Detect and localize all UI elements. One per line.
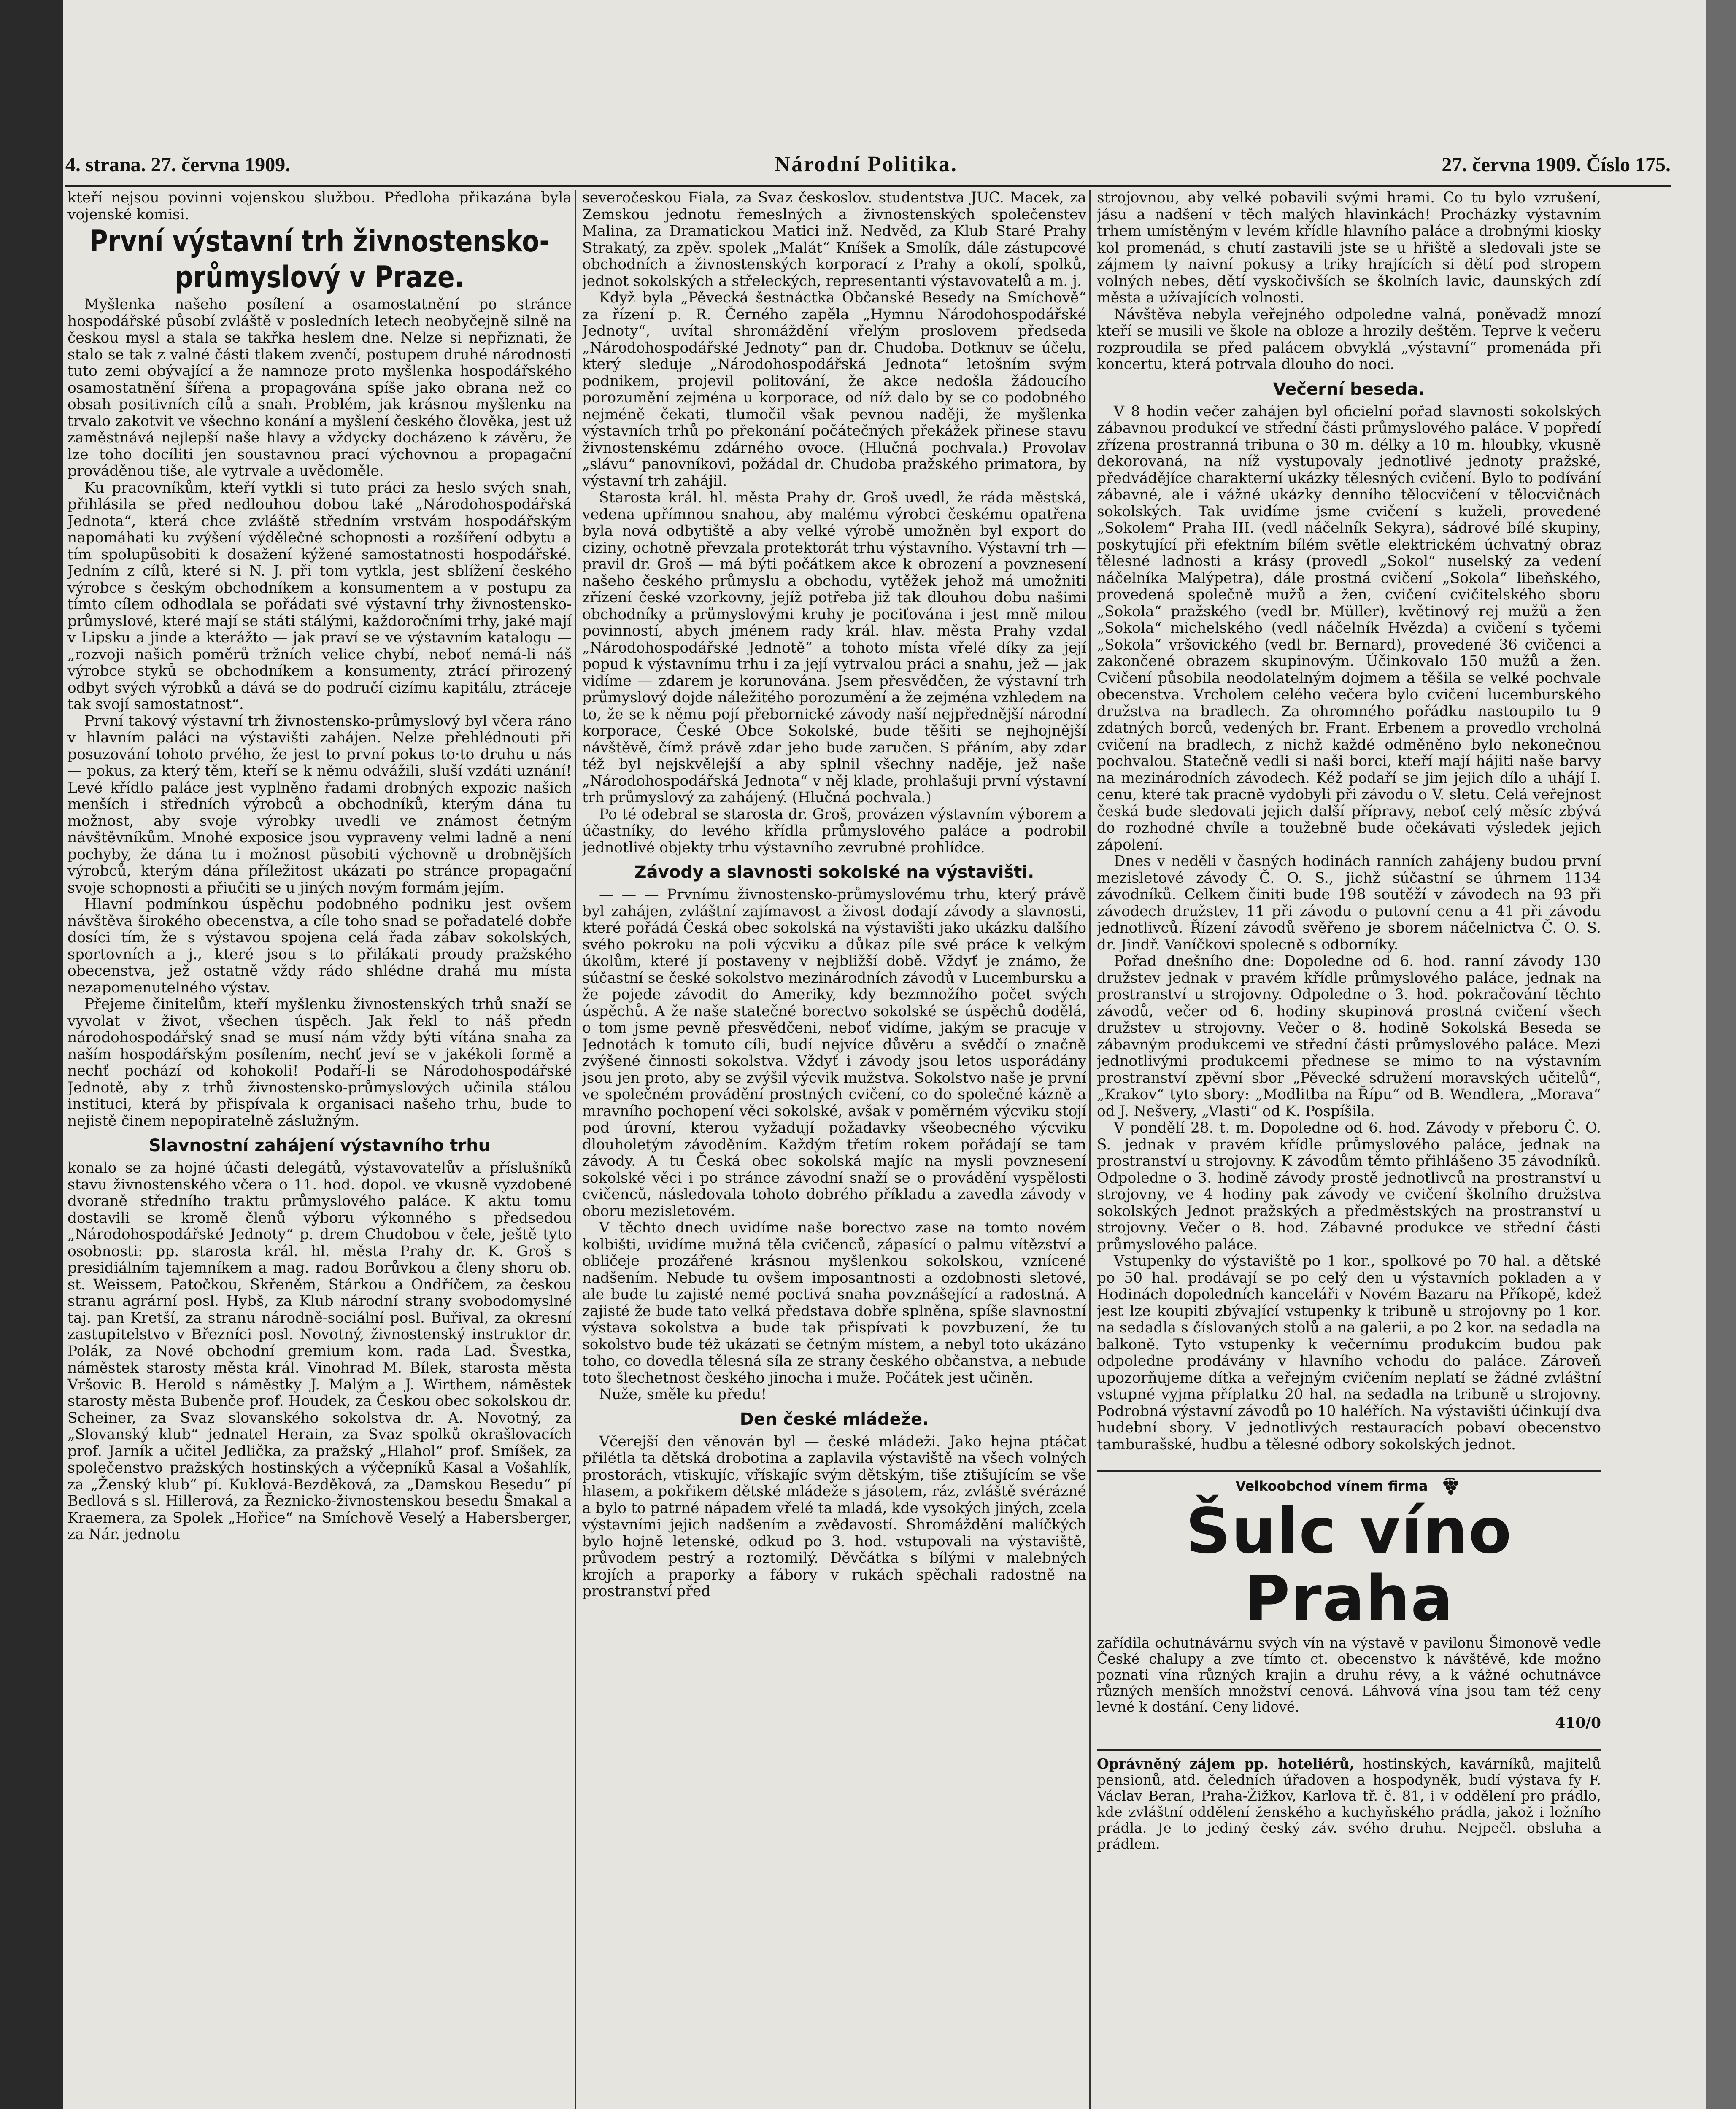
linen-advertisement (1097, 1749, 1601, 1852)
ad-firm-line (1097, 1477, 1601, 1496)
paragraph: Myšlenka našeho posílení a osamostatnění po stránce hospodářské působí zvláště v posledních letech neobyčejně silně na českou mysl a stala se takřka heslem dne. Nelze si nepřiznati, že stalo se tak z valné části tlakem zvenčí, postupem druhé národnosti tuto zemi obývající a že namnoze proto myšlenka hospodářského osamostatnění šířena a propagována spíše jako obrana než co obsah positivních cílů a snah. Problém, jak krásnou myšlenku na trvalo zakotvit ve všechno konání a myšlení českého člověka, jest už zaměstnává nejlepší naše hlavy a vždycky docházeno k závěru, že lze toho docíliti jen soustavnou prací výchovnou a propagační prováděnou tiše, ale vytrvale a uvědoměle. (67, 296, 572, 480)
paragraph: strojovnou, aby velké pobavili svými hrami. Co tu bylo vzrušení, jásu a nadšení v těch malých hlavinkách! Procházky výstavním trhem umístěným v levém křídle hlavního paláce a drobnými kiosky kol promenád, s chutí zastavili jste se u hřiště a sledovali jste se zájmem ty naivní pokusy a triky hrajících si dětí pod stropem volných nebes, dětí vyskočivších se školních lavic, daunských zdí města a užívajících volnosti. (1097, 190, 1601, 306)
article-fragment: kteří nejsou povinni vojenskou službou. Předloha přikazána byla vojenské komisi. (67, 190, 572, 223)
paragraph: V 8 hodin večer zahájen byl oficielní pořad slavnosti sokolských zábavnou produkcí ve střední části průmyslového paláce. V popředí zřízena prostranná tribuna o 30 m. délky a 10 m. hloubky, vkusně dekorovaná, na níž vystupovaly jednotlivé jednoty pražské, předvádějíce charakterní ukázky tělesných cvičení. Bylo to podívání zábavné, ale i vážné ukázky denního tělocvičení v tělocvičnách sokolských. Tak uvidíme jsme cvičení s kuželi, provedené „Sokolem“ Praha III. (vedl náčelník Sekyra), sádrové bílé skupiny, poskytující při efektním bílém světle elektrickém úchvatný obraz tělesné ladnosti a krásy (provedl „Sokol“ nuselský za vedení náčelníka Malýpetra), dále prostná cvičení „Sokola“ libeňského, provedená společně mužů a žen, cvičení cvičitelského sboru „Sokola“ pražského (vedl br. Müller), květinový rej mužů a žen „Sokola“ michelského (vedl náčelník Hvězda) a cvičení s tyčemi „Sokola“ vršovického (vedl br. Bernard), provedené 36 cvičenci a zakončené obrazem skupinovým. Účinkovalo 150 mužů a žen. Cvičení působila neodolatelným dojmem a těšila se velké pochvale obecenstva. Vrcholem celého večera bylo cvičení lucemburského družstva na bradlech. Za ohromného pořádku nastoupilo tu 9 zdatných borců, vedených br. Frant. Erbenem a provedlo vrcholná cvičení na bradlech, z nichž každé odměněno bylo nekonečnou pochvalou. Statečně vedli si naši borci, kteří mají hájiti naše barvy na mezinárodních závodech. Kéž podaří se jim jejich dílo a uhájí I. cenu, které tak pracně vydobyli při závodu o V. sletu. Celá veřejnost česká bude sledovati jejich další přípravy, neboť celý měsíc zbývá do rozhodné chvíle a toužebně bude očekávati výsledek jejich zápolení. (1097, 403, 1601, 853)
article-headline: První výstavní trh živnostensko-průmyslový v Praze. (89, 224, 550, 295)
header-rule (65, 185, 1671, 187)
page-header (65, 152, 1671, 181)
section-subheading: Závody a slavnosti sokolské na výstavišti. (634, 863, 1034, 882)
section-subheading: Večerní beseda. (1273, 379, 1425, 399)
section-subheading: Den české mládeže. (740, 1409, 929, 1429)
paragraph: V pondělí 28. t. m. Dopoledne od 6. hod. Závody v přeboru Č. O. S. jednak v pravém křídle průmyslového paláce, jednak na prostranství u strojovny. K závodům těmto přihlášeno 35 závodníků. Odpoledne o 3. hodině závody prostě jednotlivců na prostranství u strojovny, ve 4 hodiny pak závody ve cvičení školního družstva sokolských Jednot pražských a předměstských na prostranství u strojovny. Večer o 8. hod. Zábavné produkce ve střední části průmyslového paláce. (1097, 1119, 1601, 1253)
paragraph: První takový výstavní trh živnostensko-průmyslový byl včera ráno v hlavním paláci na výstavišti zahájen. Nelze přehlédnouti při posuzování tohoto prvého, že jest to první pokus to·to druhu u nás — pokus, za který těm, kteří se k němu odvážili, sluší vzdáti uznání! Levé křídlo paláce jest vyplněno řadami drobných expozic našich menších i středních výrobců a obchodníků, kterým dána tu možnost, aby svoje výrobky uvedli ve známost četným návštěvníkům. Mnohé exposice jsou vypraveny velmi ladně a není pochyby, že dána tu i možnost působiti výchovně u drobnějších výrobců, kterým dána příležitost ukázati po stránce propagační svoje schopnosti a přiučiti se u jiných novým formám jejím. (67, 712, 572, 896)
header-right: 27. června 1909. Číslo 175. (1442, 154, 1671, 176)
ad2-lead: Oprávněný zájem pp. hoteliérů, (1097, 1755, 1355, 1772)
paragraph: severočeskou Fiala, za Svaz českoslov. studentstva JUC. Macek, za Zemskou jednotu řemeslných a živnostenských společenstev Malina, za Dramatickou Matici inž. Nedvěd, za Klub Staré Prahy Strakatý, za zpěv. spolek „Malát“ Kníšek a Smolík, dále zástupcové obchodních a živnostenských korporací z Prahy a okolí, spolků, jednot sokolských a střeleckých, representanti výstavovatelů a m. j. (582, 190, 1086, 290)
paragraph: Ku pracovníkům, kteří vytkli si tuto práci za heslo svých snah, přihlásila se před nedlouhou dobou také „Národohospodářská Jednota“, která chce zvláště středním vrstvám hospodářským napomáhati ku zvýšení výdělečné schopnosti a rozšíření odbytu a tím spolupůsobiti k dosažení kýžené samostatnosti hospodářské. Jedním z cílů, které si N. J. při tom vytkla, jest sblížení českého výrobce s českým obchodníkem a konsumentem a v postupu za tímto cílem odhodlala se pořádati své výstavní trhy živnostensko-průmyslové, které mají se státi stálými, každoročními trhy, jaké mají v Lipsku a jinde a kterážto — jak praví se ve výstavním katalogu — „rozvoji našich poměrů tržních velice chybí, neboť nemá-li náš výrobce styků se obchodníkem a konsumenty, ztrácí přirozený odbyt svých výrobků a dává se do područí cizímu kapitálu, ztráceje tak svojí samostatnost“. (67, 479, 572, 713)
column-3 (1097, 190, 1601, 2109)
paragraph: Nuže, směle ku předu! (599, 1386, 767, 1403)
ad-firm-text: Velkoobchod vínem firma (1235, 1478, 1428, 1494)
paragraph: Vstupenky do výstaviště po 1 kor., spolkové po 70 hal. a dětské po 50 hal. prodávají se po celý den u výstavních pokladen a v Hodinách dopoledních kanceláři v Novém Bazaru na Příkopě, kdež jest lze koupiti zbývající vstupenky k tribuně u strojovny po 1 kor. na sedadla s číslovaných stolů a na galerii, a po 2 kor. na sedadla na balkoně. Tyto vstupenky k večernímu produkcím budou pak odpoledne prodávány v hlavního vchodu do paláce. Zároveň upozorňujeme dítka a veřejným cvičením neplatí se žádné zvláštní vstupné vyjma příplatku 20 hal. na sedadla na tribuně u strojovny. Podrobná výstavní závodů po 10 haléřích. Na výstavišti účinkují dva hudební sbory. V jednotlivých restauracích pobaví obecenstvo tamburašské, hudbu a tělesné odbory sokolských jednot. (1097, 1253, 1601, 1453)
header-left: 4. strana. 27. června 1909. (65, 154, 291, 176)
ad2-body: hostinských, kavárníků, majitelů pensionů, atd. čeledních úřadoven a hospodyněk, budí výstava fy F. Václav Beran, Praha-Žižkov, Karlova tř. č. 81, i v oddělení pro prádlo, kde zvláštní oddělení ženského a kuchyňského prádla, jakož i ložního prádla. Je to jediný český záv. svého druhu. Nejpečl. obsluha a prádlem. (1097, 1755, 1601, 1852)
masthead-title: Národní Politika. (774, 152, 958, 176)
scan-left-edge (0, 0, 63, 2109)
paragraph: Když byla „Pěvecká šestnáctka Občanské Besedy na Smíchově“ za řízení p. R. Černého zapěla „Hymnu Národohospodářské Jednoty“, uvítal shromáždění vřelým proslovem předseda „Národohospodářské Jednoty“ pan dr. Chudoba. Dotknuv se účelu, který sleduje „Národohospodářská Jednota“ letošním svým podnikem, projevil politování, že akce nedošla žádoucího porozumění zejména u korporace, od níž dalo by se co podobného nejméně čekati, tlumočil však pevnou naději, že myšlenka výstavních trhů po překonání počátečných překážek přinese stavu živnostenskému zdárného ovoce. (Hlučná pochvala.) Provolav „slávu“ panovníkovi, požádal dr. Chudoba pražského primatora, by výstavní trh zahájil. (582, 289, 1086, 490)
column-1 (67, 190, 572, 2109)
paragraph: Včerejší den věnován byl — české mládeži. Jako hejna ptáčat přilétla ta dětská drobotina a zaplavila výstaviště na všech volných prostorách, vtiskujíc, vřískajíc svým dětským, tiše ztišujícím se vše hlasem, a pokřikem dětské mládeže s jásotem, ráz, zvláště svérázné a bylo to patrné nápadem vřelé ta mladá, kde vysokých jiných, zcela výstavními jejich nadšením a zvědavostí. Shromáždění malíčkých bylo hojně letenské, odkud po 3. hod. vstupovali na výstaviště, průvodem pestrý a roztomilý. Děvčátka s bílými v malebných krojích a praporky a fábory v rukách spěchali radostně na prostranství před (582, 1433, 1086, 1600)
scan-right-edge (1706, 0, 1736, 2109)
paragraph: Návštěva nebyla veřejného odpoledne valná, poněvadž mnozí kteří se musili ve škole na obloze a hrozily deštěm. Teprve k večeru rozproudila se před palácem obvyklá „výstavní“ promenáda při koncertu, která potrvala dlouho do noci. (1097, 306, 1601, 373)
paragraph: — — — Prvnímu živnostensko-průmyslovému trhu, který právě byl zahájen, zvláštní zajímavost a živost dodají závody a slavnosti, které pořádá Česká obec sokolská na výstavišti jako ukázku dalšího svého pokroku na poli výcviku a důkaz píle své práce k velkým úkolům, které jí postaveny v nejbližší době. Vždyť je známo, že súčastní se české sokolstvo mezinárodních závodů v Lucembursku a že pojede závodit do Ameriky, kdy bezmnožího počet svých úspěchů. A že naše statečné borectvo sokolské se úspěchů dodělá, o tom jsme pevně přesvědčeni, neboť vidíme, jakým se pracuje v Jednotách k tomuto cíli, budí nejvíce důvěru a svědčí o značně zvýšené činnosti sokolstva. Vždyť i závody jsou letos usporádány jsou jen proto, aby se zvýšil výcvik mužstva. Sokolstvo naše je první ve společném provádění prostných cvičení, co do společné kázně a mravního pochopení věci sokolské, avšak v poměrném výcviku stojí pod úrovní, kterou vyžadují požadavky všeobecného výcviku dlouholetým závoděním. Každým třetím rokem pořádají se tam závody. A tu Česká obec sokolská majíc na mysli povznesení sokolské věci i po stránce závodní snaží se o provádění vyspělosti cvičenců, následovala tohoto dobrého příkladu a zavedla závody v oboru mezisletovém. (582, 886, 1086, 1220)
ad-code: 410/0 (1555, 1715, 1601, 1731)
paragraph: Dnes v neděli v časných hodinách ranních zahájeny budou první mezisletové závody Č. O. S., jichž súčastní se úhrnem 1134 závodníků. Celkem činiti bude 198 soutěží v závodech na 93 při závodech družstev, 11 při závodu o putovní cenu a 41 při závodu jednotlivců. Řízení závodů svěřeno je sborem náčelnictva Č. O. S. dr. Jindř. Vaníčkovi spolecně s odborníky. (1097, 853, 1601, 953)
paragraph: V těchto dnech uvidíme naše borectvo zase na tomto novém kolbišti, uvidíme mužná těla cvičenců, zápasící o palmu vítězství a obličeje prozářené krásnou myšlenkou sokolskou, vznícené nadšením. Nebude tu ovšem imposantnosti a ozdobnosti sletové, ale bude tu zajisté nemé poctivá snaha povznášející a radostná. A zajisté že bude tato velká představa dobře splněna, spíše slavnostní výstava sokolstva a bude tak přispívati k povzbuzení, že tu sokolstvo bude též ukázati se četným místem, a nebyl toto ukázáno toho, co dovedla tělesná síla ze strany českého občanstva, a nebude toto šlechetnost českého jinocha i muže. Počátek jest učiněn. (582, 1219, 1086, 1386)
column-divider (1089, 190, 1091, 2109)
paragraph: Starosta král. hl. města Prahy dr. Groš uvedl, že ráda městská, vedena upřímnou snahou, aby malému výrobci českému opatřena byla nová odbytiště a aby velké výrobě umožněn byl export do ciziny, ochotně převzala protektorát trhu výstavního. Výstavní trh — pravil dr. Groš — má býti počátkem akce k obrození a povznesení našeho českého průmyslu a obchodu, vytěžek jehož má umožniti zřízení české vzorkovny, jejíž potřeba již tak dlouhou dobu našimi obchodníky a průmyslovými kruhy je pociťována i jest mně milou povinností, abych jménem rady král. hlav. města Prahy vzdal „Národohospodářské Jednotě“ a tohoto místa vřelé díky za její popud k výstavnímu trhu i za její vytrvalou práci a snahu, jež — jak vidíme — zdarem je korunována. Jsem přesvědčen, že výstavní trh průmyslový dojde náležitého porozumění a že zejména vzhledem na to, že se k němu pojí přebornické závody naší nejpřednější národní korporace, České Obce Sokolské, bude těšiti se nejhojnější návštěvě, čímž právě zdar jeho bude zaručen. S přáním, aby zdar též byl nejskvělejší a aby splnil všechny naděje, jež naše „Národohospodářská Jednota“ v něj klade, prohlašuji první výstavní trh průmyslový za zahájený. (Hlučná pochvala.) (582, 489, 1086, 806)
column-2 (582, 190, 1086, 2109)
section-subheading: Slavnostní zahájení výstavního trhu (148, 1136, 491, 1155)
paragraph: Pořad dnešního dne: Dopoledne od 6. hod. ranní závody 130 družstev jednak v pravém křídle průmyslového paláce, jednak na prostranství u strojovny. Odpoledne o 3. hod. pokračování těchto závodů, večer od 6. hodiny skupinová prostná cvičení všech družstev u strojovny. Večer o 8. hodině Sokolská Beseda se zábavným produkcemi ve střední části průmyslového paláce. Mezi jednotlivými produkcemi přednese se mimo to na výstavním prostranství zpěvní sbor „Pěvecké sdružení moravských učitelů“, „Krakov“ tyto sbory: „Modlitba na Řípu“ od B. Wendlera, „Morava“ od J. Nešvery, „Vlasti“ od K. Pospíšila. (1097, 953, 1601, 1120)
paragraph: Hlavní podmínkou úspěchu podobného podniku jest ovšem návštěva širokého obecenstva, a cíle toho snad se pořadatelé dobře dosíci tím, že s výstavou spojena celá řada zábav sokolských, sportovních a j., které jsou s to přilákati proudy pražského obecenstva, jež ostatně vždy rádo shlédne drahá mu místa nezapomenutelného výstav. (67, 896, 572, 996)
column-divider (575, 190, 576, 2109)
paragraph: Přejeme činitelům, kteří myšlenku živnostenských trhů snaží se vyvolat v život, všechen úspěch. Jak řekl to náš předn národohospodářský snad se musí nám vždy býti vítána snaha za naším hospodářským posílením, nechť jeví se v jakékoli formě a nechť pochází od kohokoli! Podaří-li se Národohospodářské Jednotě, aby z trhů živnostensko-průmyslových učinila stálou instituci, která by přispívala k organisaci našeho trhu, bude to nejistě činem nepopiratelně záslužným. (67, 996, 572, 1130)
paragraph: Po té odebral se starosta dr. Groš, provázen výstavním výborem a účastníky, do levého křídla průmyslového paláce a podrobil jednotlivé objekty trhu výstavního zevrubné prohlídce. (582, 806, 1086, 856)
ad-brand-name: Šulc víno Praha (1185, 1495, 1512, 1635)
wine-advertisement (1097, 1470, 1601, 1732)
ad-body-text: zařídila ochutnávárnu svých vín na výstavě v pavilonu Šimonově vedle České chalupy a zve tímto ct. obecenstvo k návštěvě, kde možno poznati vína různých krajin a druhu révy, a k vážné ochutnávce různých menších množství cenová. Láhvová vína jsou tam též ceny levné k dostání. Ceny lidové. (1097, 1634, 1601, 1715)
grape-cluster-icon (1437, 1477, 1463, 1496)
paragraph: konalo se za hojné účasti delegátů, výstavovatelův a příslušníků stavu živnostenského včera o 11. hod. dopol. ve vkusně vyzdobené dvoraně středního traktu průmyslového paláce. K aktu tomu dostavili se kromě členů výboru výkonného s předsedou „Národohospodářské Jednoty“ p. drem Chudobou v čele, ještě tyto osobnosti: pp. starosta král. hl. města Prahy dr. K. Groš s presidiálním tajemníkem a mag. radou Borůvkou a členy shoru ob. st. Weissem, Patočkou, Skřeněm, Stárkou a Ondříčem, za českou stranu agrární posl. Hybš, za Klub národní strany svobodomyslné taj. pan Kretší, za stranu národně-sociální posl. Buřival, za okresní zastupitelstvo v Březníci posl. Novotný, živnostenský instruktor dr. Polák, za Nové obchodní gremium kom. rada Lad. Švestka, náměstek starosty města král. Vinohrad M. Bílek, starosta města Vršovic B. Herold s náměstky J. Malým a J. Wirthem, náměstek starosty města Bubenče prof. Houdek, za Českou obec sokolskou dr. Scheiner, za Svaz slovanského sokolstva dr. A. Novotný, za „Slovanský klub“ jednatel Herain, za Svaz spolků okrašlovacích prof. Jarník a učitel Jedlička, za pražský „Hlahol“ prof. Smíšek, za společenstvo pražských hostinských a výčepníků Kasal a Vošahlík, za „Ženský klub“ pí. Kuklová-Bezděková, za „Damskou Besedu“ pí Bedlová s sl. Hillerová, za Řeznicko-živnostenskou besedu Šmakal a Kraemera, za Spolek „Hořice“ na Smíchově Veselý a Habersberger, za Nár. jednotu (67, 1160, 572, 1543)
